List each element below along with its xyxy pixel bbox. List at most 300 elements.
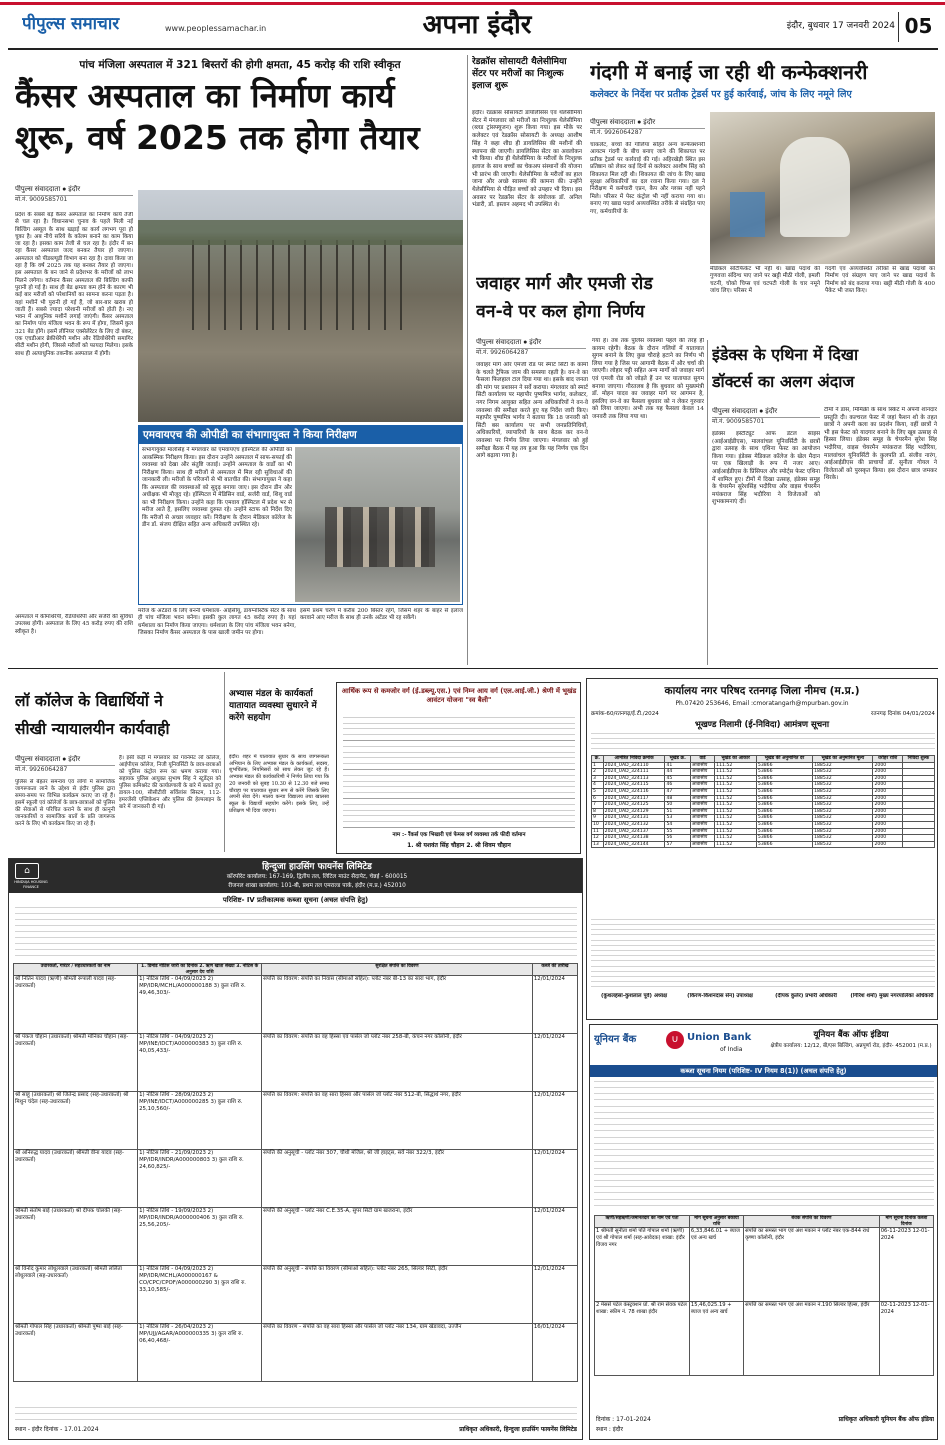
tender-table-cell: 2000 xyxy=(873,762,902,769)
tender-table-cell: 13 xyxy=(592,841,604,848)
tender-table-row xyxy=(592,769,935,776)
tender-contact: Ph.07420 253646, Email :cmoratangarh@mpurban.gov.in xyxy=(675,700,849,707)
tender-table-cell xyxy=(902,815,934,822)
hinduja-table-row xyxy=(14,1208,578,1266)
tender-table-cell: 111.52 xyxy=(715,828,757,835)
union-table-cell: 2 मेसर्स पटेल कंस्ट्रक्शन प्रो. श्री राम सेवक पटेल शाखा: स्कीम नं. 78 शाखा इंदौर xyxy=(595,1302,690,1376)
tender-table-cell: 188532 xyxy=(813,769,873,776)
lead-body-col1b: अस्पताल में कीमोथेरेपी, रेडियोथेरेपी और सर्जरी की सुविधा उपलब्ध होगी। अस्पताल के लिए 45 करोड़ रुपए की राशि स्वीकृत है। xyxy=(15,614,133,635)
hinduja-header-cell: कब्जे की तारीख xyxy=(532,964,577,976)
hinduja-table-cell: 12/01/2024 xyxy=(532,1034,577,1092)
tender-table-cell: 188532 xyxy=(813,775,873,782)
law-mobile: मो.नं. 9926064287 xyxy=(15,766,68,773)
union-header-cell: बंधक संपत्ति का विवरण xyxy=(744,1216,880,1228)
union-table-cell: 15,46,025.19 + ब्याज एवं अन्य खर्च xyxy=(689,1302,743,1376)
hinduja-table-cell: संपत्ति की अनुसूची - संपत्ति का विवरण (सीमाओं सहित): प्लॉट नंबर 265, सिल्वर सिटी, इंदौर xyxy=(262,1266,533,1324)
union-header-cell: ऋणी/सहऋणी/जमानतदार का नाम एवं पता xyxy=(595,1216,690,1228)
tender-ref: क्रमांक-60/रतनगढ़/ई.टी./2024 xyxy=(591,711,659,717)
tender-table-cell: 55 xyxy=(665,828,690,835)
index-mobile: मो.नं. 9009585701 xyxy=(712,418,765,425)
tender-table-row xyxy=(592,795,935,802)
tender-table-cell: आवासीय xyxy=(690,782,714,789)
hinduja-table-cell: 1) नोटिस तिथि - 04/09/2023 2) MP/IDR/MCHL/A000000188 3) कुल राशि रु. 49,46,303/- xyxy=(138,976,262,1034)
jawahar-col1: जवाहर मार्ग और एमजी रोड पर स्मार्ट सिटी के कामों के चलते ट्रैफिक जाम की समस्या रहती है। वन-वे का फैसला फिलहाल टाल दिया गया था। इसके बाद जनता की मांग पर प्रशासन ने सर्वे कराया। मंगलवार को स्मार्ट सिटी कार्यालय पर महापौर पुष्यमित्र भार्गव, कलेक्टर, नगर निगम आयुक्त सहित अन्य अधिकारियों ने वन-वे व्यवस्था की समीक्षा करते हुए यह निर्देश जारी किए। महापौर पुष्यमित्र भार्गव ने बताया कि 18 जनवरी को सिटी बस कार्यालय पर सभी जनप्रतिनिधियों, अधिकारियों, व्यापारियों के साथ बैठक कर वन-वे व्यवस्था पर निर्णय लिया जाएगा। मंगलवार को हुई समीक्षा बैठक में यह तय हुआ कि यह निर्णय एक दिन आगे बढ़ाया गया है। xyxy=(476,362,588,460)
tender-header-cell: धरोहर राशि xyxy=(873,756,902,763)
tender-table-row xyxy=(592,775,935,782)
union-table-cell: संपत्ति का समस्त भाग एवं अंश मकान नं प्लॉट नंबर एक-844 राधे कृष्णा कॉलोनी, इंदौर xyxy=(744,1228,880,1302)
union-english-name: Union Bank xyxy=(687,1032,752,1043)
confectionery-mobile: मो.नं. 9926064287 xyxy=(590,129,643,136)
union-office: यूनियन बैंक ऑफ इंडिया xyxy=(813,1030,889,1040)
lead-mobile: मो.नं. 9009585701 xyxy=(15,196,68,203)
tender-table-cell: आवासीय xyxy=(690,762,714,769)
tender-table-row xyxy=(592,802,935,809)
union-table-cell: 1 श्रीमती सुनीता शर्मा पति गोपाल शर्मा (ऋणी) एवं श्री गोपाल शर्मा (सह-आवेदक) शाखा: इंदौर विजय नगर xyxy=(595,1228,690,1302)
hinduja-table-cell: 1) नोटिस तिथि - 26/04/2023 2) MP/UJJ/AGAR/A000000335 3) कुल राशि रु. 06,40,468/- xyxy=(138,1324,262,1382)
tender-table-cell: 6 xyxy=(592,795,604,802)
tender-table-cell: 10 xyxy=(592,821,604,828)
tender-table-cell: 2024_UAD_324132 xyxy=(603,821,665,828)
jawahar-byline-block xyxy=(476,338,586,360)
union-footer-place: स्थान : इंदौर xyxy=(596,1426,623,1433)
tender-table-cell: आवासीय xyxy=(690,815,714,822)
jawahar-mobile: मो.नं. 9926064287 xyxy=(476,349,529,356)
tender-table-cell xyxy=(902,808,934,815)
hinduja-notice xyxy=(8,858,583,1440)
law-byline-block xyxy=(15,755,115,777)
tender-table-cell: 2024_UAD_324111 xyxy=(603,769,665,776)
tender-table-cell: 2000 xyxy=(873,808,902,815)
hinduja-table-cell: श्री विनोद कुमार लोधूलवाले (उधारकर्ता) श्रीमती ललिता लोधूलवाले (सह-उधारकर्ता) xyxy=(14,1266,138,1324)
union-table-cell: 6,33,846.01 + ब्याज एवं अन्य खर्च xyxy=(689,1228,743,1302)
hinduja-logo-text: HINDUJA HOUSING FINANCE xyxy=(14,880,48,889)
tender-table-cell: 188532 xyxy=(813,802,873,809)
tender-table-cell: 188532 xyxy=(813,788,873,795)
union-header xyxy=(590,1025,937,1063)
hinduja-table-cell: 12/01/2024 xyxy=(532,976,577,1034)
union-footer-date: दिनांक : 17-01-2024 xyxy=(596,1416,651,1423)
tender-header-cell: निविदा शुल्क xyxy=(902,756,934,763)
tender-table-cell: 8 xyxy=(592,808,604,815)
hinduja-table-cell: 12/01/2024 xyxy=(532,1092,577,1150)
redcross-text: इंदौर। रेडक्रॉस सोसायटी डायलिसिस एवं थैलेसीमिया सेंटर में मंगलवार को मरीजों का निःशुल्क थैलेसीमिया (ब्लड ट्रांसफ्यूजन) शुरू किया गया। इस मौके पर कलेक्टर एवं रेडक्रॉस सोसायटी के अध्यक्ष आशीष सिंह ने कहा शीघ्र ही डायलिसिस की मशीनों की स्थापना की जाएगी। डायलिसिस सेंटर का अवलोकन भी किया। शीघ्र ही थैलेसीमिया के मरीजों के निःशुल्क इलाज के साथ बच्चों का चेकअप संस्थानों की योजना भी प्रारंभ की जाएगी। थैलेसीमिया के मरीजों का हाल जाना और अच्छे स्वास्थ्य की कामना की। उन्होंने थैलेसीमिया से पीड़ित बच्चों को उपहार भी दिया। इस अवसर पर रेडक्रॉस सेंटर के संयोजक डॉ. अनिल भंडारी, डॉ. इस्तान अहमद भी उपस्थित थे। xyxy=(472,110,582,209)
tender-table-cell: 57 xyxy=(665,841,690,848)
tender-table-cell: 2024_UAD_324125 xyxy=(603,802,665,809)
confectionery-col3: गंदगी एवं अव्यवस्थित तरीकों से खाद्य पदार्थों का निर्माण एवं संग्रहण पाए जाने पर खाद्य पदार्थ के निर्माण को बंद कराया गया। खट्टी मीठी गोली के 400 पैकेट भी जब्त किए। xyxy=(825,266,935,295)
hinduja-logo-icon: ⌂ xyxy=(15,863,39,879)
index-byline-block xyxy=(712,407,820,429)
tender-table-cell xyxy=(902,835,934,842)
union-table-cell: संपत्ति का समस्त भाग एवं अंश मकान नं.190 सिल्वर हिल्स, इंदौर xyxy=(744,1302,880,1376)
tender-table-row xyxy=(592,815,935,822)
tender-table-cell: 53866 xyxy=(756,821,812,828)
hinduja-table-row xyxy=(14,1034,578,1092)
tender-table-cell: 2000 xyxy=(873,802,902,809)
tender-header-cell: भूखंड का आकार xyxy=(715,756,757,763)
masthead-top-rule xyxy=(0,2,945,5)
tender-table-cell: 2024_UAD_324138 xyxy=(603,835,665,842)
union-table-row xyxy=(595,1302,934,1376)
column-rule-2 xyxy=(707,340,708,665)
index-col2: टीमों ने डांस, मिमिक्री के साथ स्किट में अपनी शानदार प्रस्तुति दी। कल्चरल फेस्ट में जहां फैशन शो के तहत छात्रों ने अपनी कला का प्रदर्शन किया, वहीं छात्रों ने भी इस फेस्ट को यादगार बनाने के लिए खूब उत्साह से हिस्सा लिया। इंडेक्स समूह के चेयरमैन सुरेश सिंह भदौरिया, वाइस चेयरमैन मयंकराज सिंह भदौरिया, मालवांचल यूनिवर्सिटी के कुलपति डॉ. संजीव नारंग, आईआईडीएस की प्राचार्या डॉ. सुनीता गोयल ने विजेताओं को पुरस्कृत किया। इस दौरान छात्र जमकर थिरके। xyxy=(824,407,937,482)
hinduja-table xyxy=(13,963,578,1382)
union-table-cell: 06-11-2023 12-01-2024 xyxy=(879,1228,933,1302)
tender-table-cell xyxy=(902,821,934,828)
law-headline-line1: लॉ कॉलेज के विद्यार्थियों ने xyxy=(15,692,163,710)
hinduja-table-cell: संपत्ति का विवरण: संपत्ति का निवास (सीमाओं सहित): प्लॉट नंबर बी-13 का सारा भाग, इंदौर xyxy=(262,976,533,1034)
tender-table-cell: 53866 xyxy=(756,782,812,789)
masthead-website: www.peoplessamachar.in xyxy=(165,24,267,33)
photo-tree-line xyxy=(138,220,463,245)
hinduja-signature: प्राधिकृत अधिकारी, हिन्दुजा हाउसिंग फायनेंस लिमिटेड xyxy=(459,1426,577,1433)
masthead xyxy=(0,0,945,52)
tender-table-cell: 1 xyxy=(592,762,604,769)
tender-table-cell xyxy=(902,841,934,848)
tender-table-row xyxy=(592,828,935,835)
tender-notice xyxy=(586,678,938,1020)
section-title: अपना इंदौर xyxy=(422,10,532,40)
tender-table-cell xyxy=(902,802,934,809)
tender-table-cell: आवासीय xyxy=(690,828,714,835)
column-rule-3 xyxy=(224,672,225,852)
tender-table-cell: 45 xyxy=(665,775,690,782)
tender-table-cell: 111.52 xyxy=(715,835,757,842)
tender-table-cell: आवासीय xyxy=(690,769,714,776)
myh-headline: एमवायएच की ओपीडी का संभागायुक्त ने किया निरीक्षण xyxy=(139,426,462,444)
tender-header-cell: भूखंड क्र. xyxy=(665,756,690,763)
loan-ad-body-lines xyxy=(343,717,575,829)
union-hindi-name: यूनियन बैंक xyxy=(594,1034,637,1045)
tender-table-cell: 12 xyxy=(592,835,604,842)
tender-table-cell: 53866 xyxy=(756,769,812,776)
tender-table-cell: 2 xyxy=(592,769,604,776)
tender-table-cell xyxy=(902,769,934,776)
tender-table-cell: 2000 xyxy=(873,835,902,842)
tender-table-cell: 111.52 xyxy=(715,821,757,828)
tender-table-cell: 53866 xyxy=(756,788,812,795)
tender-table-row xyxy=(592,762,935,769)
lead-byline: पीपुल्स संवाददाता ● इंदौर xyxy=(15,185,133,196)
tender-signer: (कुशलहंसा-कुशलाल पूर्वे) अध्यक्ष xyxy=(601,993,667,999)
tender-signer: (गिरिश शर्मा) मुख्य नगरपालिका अधिकारी xyxy=(850,993,934,999)
tender-table-row xyxy=(592,808,935,815)
tender-table-cell xyxy=(902,762,934,769)
tender-table-cell: आवासीय xyxy=(690,841,714,848)
dateline: इंदौर, बुधवार 17 जनवरी 2024 xyxy=(786,21,895,31)
hinduja-table-row xyxy=(14,1324,578,1382)
tender-table-cell: 2000 xyxy=(873,769,902,776)
union-header-cell: मांग सूचना दिनांक कब्जा दिनांक xyxy=(879,1216,933,1228)
hinduja-notice-title: परिशिष्ट- IV प्रतीकात्मक कब्जा सूचना (अचल संपत्ति हेतु) xyxy=(222,896,369,904)
hinduja-table-cell: संपत्ति का विवरण - संपत्ति का वह सारा हिस्सा और पार्सल जो प्लॉट नंबर 134, ग्राम खेडावदा, उज्जैन xyxy=(262,1324,533,1382)
tender-table-cell: 188532 xyxy=(813,828,873,835)
tender-table-cell: 2000 xyxy=(873,775,902,782)
hinduja-intro-lines xyxy=(15,907,577,959)
tender-table-cell: 47 xyxy=(665,788,690,795)
tender-intro-lines xyxy=(591,733,935,753)
tender-table-cell: 53 xyxy=(665,815,690,822)
tender-table-cell: 2000 xyxy=(873,782,902,789)
tender-table-cell: 2000 xyxy=(873,821,902,828)
tender-table-cell: 2024_UAD_324137 xyxy=(603,828,665,835)
index-byline: पीपुल्स संवाददाता ● इंदौर xyxy=(712,407,820,418)
lead-headline-line2: शुरू, वर्ष 2025 तक होगा तैयार xyxy=(15,118,420,157)
tender-table-cell xyxy=(902,788,934,795)
hinduja-table-cell: श्रीमती गोपाल सिंह (उधारकर्ता) श्रीमती पुष्पा बाई (सह-उधारकर्ता) xyxy=(14,1324,138,1382)
jawahar-col2: गया है। तब तक पुलिस व्यवस्था पहले की तरह ही कायम रहेगी। बैठक के दौरान गलियों में यातायात सुगम बनाने के लिए कुछ चौराहे हटाने का निर्णय भी लिया गया है जिस पर आगामी बैठक में और चर्चा की जाएगी। लोहार पट्टी सहित अन्य मार्गों को जवाहर मार्ग एवं एमजी रोड को जोड़ते हैं उन पर यातायात सुगम बनाया जाएगा। गौरतलब है कि बुधवार को मुख्यमंत्री डॉ. मोहन यादव का जवाहर मार्ग पर आगमन है, इसलिए वन-वे का फैसला बुधवार को न लेकर गुरुवार को लिया जाएगा। अभी तक यह फैसला केवल 14 जनवरी तक लिया गया था। xyxy=(592,338,704,420)
middle-rule xyxy=(8,668,938,669)
page-number: 05 xyxy=(898,12,938,42)
lead-body-col1: प्रदेश के सबसे बड़े कैंसर अस्पताल का निर्माण कार्य तेजी से चल रहा है। विधानसभा चुनाव के पहले मिली नई बिल्डिंग अब्यूल के साथ खड़ाई का कार्य लगभग पूरा हो चुका है। अब नीचे सरिये के कॉलम बनाने का काम किया जा रहा है। इसका काम तेजी से चल रहा है। इंदौर में बन रहा कैंसर अस्पताल जल्द बनकर तैयार हो जाएगा। अस्पताल को पीडब्ल्यूडी विभाग बना रहा है। दावा किया जा रहा है कि वर्ष 2025 तक यह बनकर तैयार हो जाएगा। इस अस्पताल के बन जाने से प्रदेशभर के मरीजों को लाभ मिलने लगेगा। वर्तमान कैंसर अस्पताल की बिल्डिंग काफी पुरानी हो गई है। साथ ही बेड क्षमता कम होने के कारण भी कई बार मरीजों को परेशानियों का सामना करना पड़ता है। यहां मशीनें भी पुरानी हो गई हैं, जो बार-बार खराब हो जाती हैं। सबसे ज्यादा परेशानी मरीजों को होती है। नए भवन में आधुनिक मशीनें लगाई जाएंगी। कैंसर अस्पताल का निर्माण पांच मंजिला भवन के रूप में होगा, जिसमें कुल 321 बेड होंगे। इसमें लीनियर एक्सेलेरेटर के लिए दो बंकर, एक एचडीआर ब्रेकीथेरेपी मशीन और रेडियोथेरेपी समागिर सीटी मशीन होगी, जिससे मरीजों को फायदा मिलेगा। इसके साथ ही अत्याधुनिक तकनीक अस्पताल में होगी। xyxy=(15,212,133,357)
tender-table-cell: 188532 xyxy=(813,835,873,842)
tender-table-row xyxy=(592,835,935,842)
tender-table-cell: 111.52 xyxy=(715,802,757,809)
tender-table-cell: 4 xyxy=(592,782,604,789)
union-table-cell: 02-11-2023 12-01-2024 xyxy=(879,1302,933,1376)
union-logo-icon: ∪ xyxy=(666,1031,684,1049)
law-col1: पुलिस से बेहतर समन्वय एवं लोगों में सामाजिक जागरूकता लाने के उद्देश्य से इंदौर पुलिस द्वारा समय-समय पर विभिन्न कार्यक्रम कराए जा रहे हैं। इसमें स्कूली एवं कॉलेजों के छात्र-छात्राओं को पुलिस की सेवाओं से परिचित कराने के साथ ही कानूनी जानकारियों व सामाजिक बातों के प्रति जागरूक करने के लिए भी कार्यक्रम किए जा रहे हैं। xyxy=(15,779,115,827)
union-table-row xyxy=(595,1228,934,1302)
union-signature: प्राधिकृत अधिकारी यूनियन बैंक ऑफ इंडिया xyxy=(838,1416,934,1423)
tender-table-cell: 53866 xyxy=(756,762,812,769)
tender-table-row xyxy=(592,841,935,848)
tender-table-cell xyxy=(902,828,934,835)
union-table-wrap xyxy=(594,1215,934,1405)
hinduja-footer: स्थान - इंदौर दिनांक - 17.01.2024 xyxy=(15,1426,99,1433)
tender-table-cell: 111.52 xyxy=(715,788,757,795)
tender-table-cell: 188532 xyxy=(813,795,873,802)
hinduja-branch: रीजनल शाखा कार्यालय: 101-बी, प्रथम तल एमराल्ड पार्क, इंदौर (म.प्र.) 452010 xyxy=(228,883,406,889)
hinduja-header-cell: 1. डिमांड नोटिस जारी का दिनांक 2. ऋण खाता संख्या 3. नोटिस के अनुसार देय राशि xyxy=(138,964,262,976)
tender-table-cell: आवासीय xyxy=(690,795,714,802)
jawahar-headline-line2: वन-वे पर कल होगा निर्णय xyxy=(476,302,645,322)
tender-table-cell: 51 xyxy=(665,808,690,815)
hinduja-header xyxy=(9,859,582,893)
tender-table-cell: 111.52 xyxy=(715,769,757,776)
tender-table-cell: आवासीय xyxy=(690,788,714,795)
tender-table-cell: 53866 xyxy=(756,835,812,842)
tender-table-cell: 188532 xyxy=(813,815,873,822)
tender-table-cell: 188532 xyxy=(813,762,873,769)
confectionery-byline-block xyxy=(590,118,705,140)
law-headline-line2: सीखी न्यायालयीन कार्यवाही xyxy=(15,720,170,738)
confectionery-byline: पीपुल्स संवाददाता ● इंदौर xyxy=(590,118,705,129)
tender-table-row xyxy=(592,821,935,828)
tender-table-cell: 53866 xyxy=(756,795,812,802)
tender-title: भूखण्ड निलामी (ई-निविदा) आमंत्रण सूचना xyxy=(694,720,830,730)
hinduja-table-row xyxy=(14,1092,578,1150)
union-header-cell: मांग सूचना अनुसार बकाया राशि xyxy=(689,1216,743,1228)
tender-table xyxy=(591,755,935,848)
hinduja-table-cell: 16/01/2024 xyxy=(532,1324,577,1382)
confectionery-col1: चाकलेट, बच्चों की गोलियां सहित अन्य कन्फेक्शनरी आयटम गंदगी के बीच बनाए जाने की शिकायत पर प्रतीक ट्रेडर्स पर कार्रवाई की गई। अहिरखेड़ी स्थित इस प्रतिष्ठान को लेकर कई दिनों से कलेक्टर आशीष सिंह को शिकायत मिल रही थी। शिकायत की जांच के लिए खाद्य सुरक्षा अधिकारियों का दल रवाना किया गया। दल ने निरीक्षण में कर्मचारी एप्रन, कैप और ग्लव्स नहीं पहने मिले। परिसर में पेस्ट कंट्रोल भी नहीं कराया गया था। बनाए गए खाद्य पदार्थ अव्यवस्थित तरीके से संग्रहित पाए गए, कर्मचारियों के xyxy=(590,142,705,215)
tender-table-cell: आवासीय xyxy=(690,802,714,809)
tender-table-cell: 188532 xyxy=(813,808,873,815)
tender-table-cell: 53866 xyxy=(756,775,812,782)
tender-signer: (किरण-किशनदास सेन) उपाध्यक्ष xyxy=(687,993,753,999)
tender-table-cell: 111.52 xyxy=(715,841,757,848)
tender-header-cell: आमंत्रित निविदा क्रमांक xyxy=(603,756,665,763)
tender-table-cell: आवासीय xyxy=(690,808,714,815)
confectionery-subhead: कलेक्टर के निर्देश पर प्रतीक ट्रेडर्स पर हुई कार्रवाई, जांच के लिए नमूने लिए xyxy=(590,89,852,100)
tender-table-cell: 2024_UAD_324116 xyxy=(603,788,665,795)
hinduja-table-cell: 1) नोटिस तिथि - 04/09/2023 2) MP/IDR/MCHL/A000000167 & CO/CPC/CPOF/A000000290 3) कुल राशि रु. 33,10,585/- xyxy=(138,1266,262,1324)
tender-table-cell: 2000 xyxy=(873,828,902,835)
hinduja-header-cell: उधारकर्ता, गारंटर / सहउधारकर्ता का नाम xyxy=(14,964,138,976)
hinduja-table-cell: 1) नोटिस तिथि - 28/09/2023 2) MP/INE/IDCT/A000000285 3) कुल राशि रु. 25,10,560/- xyxy=(138,1092,262,1150)
hinduja-table-wrap xyxy=(13,963,578,1403)
masthead-bottom-rule xyxy=(8,48,938,50)
tender-table-cell: 41 xyxy=(665,762,690,769)
index-col1: इंडेक्स इंस्टीट्यूट ऑफ डेंटल साइंस (आईआईडीएस), मालवांचल यूनिवर्सिटी के छात्रों द्वारा उत्साह के साथ एथिना फेस्ट का आयोजन किया गया। इंडेक्स मेडिकल कॉलेज के खेल मैदान पर एक खिलाड़ी के रूप में नजर आए। आईआईडीएस के प्रिंसिपल और स्पोर्ट्स फेस्ट एथिना में शामिल हुए। टीमों में दिखा उत्साह, इंडेक्स समूह के चेयरमैन सुरेशसिंह भदौरिया और वाइस चेयरमैन मयंकराज सिंह भदौरिया ने विजेताओं को शुभकामनाएं दीं। xyxy=(712,431,820,506)
hinduja-table-row xyxy=(14,976,578,1034)
tender-header-cell: वार्ड xyxy=(690,756,714,763)
hinduja-table-row xyxy=(14,1266,578,1324)
photo-sample-jar xyxy=(730,192,765,237)
loan-ad-title: आर्थिक रूप से कमजोर वर्ग (ई.डब्ल्यू.एस.) एवं निम्न आय वर्ग (एल.आई.जी.) श्रेणी में भूखंड आवंटन योजना "स्व बैली" xyxy=(341,687,577,704)
tender-table-cell: 56 xyxy=(665,835,690,842)
tender-signers xyxy=(591,993,935,1017)
tender-table-cell: 46 xyxy=(665,782,690,789)
lead-body-col2b: मरीज के अटेंडरों के लिए बननी धर्मशाला- आईसीयू, डायग्नोस्टिक सेंटर के साथ ही पांच मंजिला भवन बनेगा। इसकी कुल लागत 45 करोड़ रुपए है। यहां धर्मशाला का निर्माण किया जाएगा। धर्मशाला के लिए पांच मंजिला भवन बनेगा, जिसका निर्माण कैंसर अस्पताल के पास खाली जमीन पर होगा। xyxy=(138,608,296,636)
lead-byline-block xyxy=(15,185,133,209)
tender-header-cell: क्र. xyxy=(592,756,604,763)
myh-photo-inspection xyxy=(295,447,460,602)
union-address: क्षेत्रीय कार्यालय: 12/12, बी/एस बिल्डिंग, अन्नपूर्णा रोड, इंदौर- 452001 (म.प्र.) xyxy=(770,1043,932,1049)
lead-kicker: पांच मंजिला अस्पताल में 321 बिस्तरों की होगी क्षमता, 45 करोड़ की राशि स्वीकृत xyxy=(79,59,401,71)
union-table xyxy=(594,1215,934,1376)
tender-table-cell: आवासीय xyxy=(690,821,714,828)
tender-table-cell: आवासीय xyxy=(690,835,714,842)
hinduja-table-cell: श्री नितिन यादव (ऋणी) श्रीमती रूपाली यादव (सह-उधारकर्ता) xyxy=(14,976,138,1034)
tender-table-cell: 111.52 xyxy=(715,815,757,822)
traffic-text: इंदौर। शहर में यातायात सुधार के साथ जागरूकता अभियान के लिए अभ्यास मंडल के कार्यकर्ता, सदस्य, शुभचिंतक, नियमिसरों को साथ लेकर जुट रहे हैं। अभ्यास मंडल की कार्यकारिणी ने निर्णय लिया गया कि 20 जनवरी को सुबह 10.30 से 12.30 बजे समग्र चौराहा पर यातायात सुधार रूप से करेंगे जिसके लिए अपनी सेवा देंगे। मालव कन्या विद्यालय तथा खालसा स्कूल के विद्यार्थी सहयोग करेंगे। इसके लिए, उन्हें प्रशिक्षण भी दिया जाएगा। xyxy=(229,754,329,814)
hinduja-table-cell: संपत्ति का विवरण: संपत्ति का वह हिस्सा एवं पार्सल जो प्लॉट नंबर 258-बी, कंचन नगर कॉलोनी, इंदौर xyxy=(262,1034,533,1092)
loan-ad xyxy=(336,682,581,854)
masthead-logo: पीपुल्स समाचार xyxy=(22,14,120,34)
lead-photo-construction-site xyxy=(138,190,463,422)
hinduja-table-cell: संपत्ति की अनुसूची - प्लॉट नंबर 307, चौथी मंजिल, श्री जी हाइट्स, सर्वे नंबर 322/3, इंदौर xyxy=(262,1150,533,1208)
tender-table-cell: 2024_UAD_324115 xyxy=(603,782,665,789)
tender-header-cell: भूखंड की अनुमानित दर xyxy=(756,756,812,763)
tender-table-cell: 11 xyxy=(592,828,604,835)
hinduja-company: हिन्दुजा हाउसिंग फायनेंस लिमिटेड xyxy=(262,862,372,872)
traffic-headline: अभ्यास मंडल के कार्यकर्ता यातायात व्यवस्था सुधारने में करेंगे सहयोग xyxy=(229,689,317,723)
tender-table-cell xyxy=(902,782,934,789)
tender-table-cell: 7 xyxy=(592,802,604,809)
law-byline: पीपुल्स संवाददाता ● इंदौर xyxy=(15,755,115,766)
tender-table-cell: 50 xyxy=(665,802,690,809)
tender-signer: (दीपक कुलेर) प्रभारी अधिकारी xyxy=(775,993,837,999)
hinduja-table-row xyxy=(14,1150,578,1208)
hinduja-table-cell: श्रीमती संतोष बाई (उधारकर्ता) श्री दीपक चोलकी (सह-उधारकर्ता) xyxy=(14,1208,138,1266)
tender-table-cell: 111.52 xyxy=(715,782,757,789)
tender-table-cell: 53866 xyxy=(756,828,812,835)
lead-headline-line1: कैंसर अस्पताल का निर्माण कार्य xyxy=(15,76,395,115)
tender-table-cell: 2024_UAD_324110 xyxy=(603,762,665,769)
index-headline-line2: डॉक्टर्स का अलग अंदाज xyxy=(712,372,855,391)
hinduja-table-cell: 12/01/2024 xyxy=(532,1208,577,1266)
tender-table-cell: 188532 xyxy=(813,841,873,848)
index-headline-line1: इंडेक्स के एथिना में दिखा xyxy=(712,345,859,364)
tender-table-cell: 111.52 xyxy=(715,775,757,782)
hinduja-table-cell: 12/01/2024 xyxy=(532,1150,577,1208)
tender-table-cell xyxy=(902,795,934,802)
tender-table-cell: 2000 xyxy=(873,788,902,795)
hinduja-table-cell: श्री साहू (उधारकर्ता) श्री जितेन्द्र प्रसाद (सह-उधारकर्ता) श्री मिथुन चंदेल (सह-उधारकर्ता) xyxy=(14,1092,138,1150)
hinduja-table-cell: संपत्ति का विवरण: संपत्ति का वह सारा हिस्सा और पार्सल जो प्लॉट नंबर 512-बी, सिद्धार्थ नगर, इंदौर xyxy=(262,1092,533,1150)
tender-date: रतनगढ़ दिनांक 04/01/2024 xyxy=(871,711,935,717)
jawahar-headline-line1: जवाहर मार्ग और एमजी रोड xyxy=(476,274,653,294)
tender-table-cell: 111.52 xyxy=(715,762,757,769)
tender-table-cell: 2024_UAD_324117 xyxy=(603,795,665,802)
tender-table-cell: 2000 xyxy=(873,841,902,848)
hinduja-table-cell: 1) नोटिस तिथि - 21/09/2023 2) MP/IDR/INDR/A000000803 3) कुल राशि रु. 24,60,825/- xyxy=(138,1150,262,1208)
photo-worker xyxy=(780,137,850,237)
law-col2: है। इसी कड़ी में मंगलवार को गवर्नमेंट लॉ कॉलेज, आईपीएस कॉलेज, निजी यूनिवर्सिटी के छात्र-छात्राओं को पुलिस कंट्रोल रूम का भ्रमण कराया गया। सहायक पुलिस आयुक्त सुभाष सिंह ने स्टूडेंट्स को पुलिस कमिश्नरेट की कार्यप्रणाली के बारे में बताते हुए डायल-100, सीसीटीवी सर्विलांस सिस्टम, 112-इमरजेंसी एप्लिकेशन और पुलिस की हेल्पलाइन के बारे में जानकारी दी गई। xyxy=(119,755,221,810)
tender-table-cell: 111.52 xyxy=(715,808,757,815)
tender-table-cell: 48 xyxy=(665,795,690,802)
tender-table-cell: 2024_UAD_324131 xyxy=(603,815,665,822)
confectionery-col2: मेडिकल सर्टिफिकेट भी नहीं थे। खाद्य पदार्थ की गुणवत्ता संदिग्ध पाए जाने पर खट्टी मीठी गोली, इमली चटनी, चोको चिप्स एवं चटपटी गोली के चार नमूने जांच लिए। परिसर में xyxy=(710,266,820,295)
hinduja-footer-lines xyxy=(15,1407,577,1421)
tender-table-cell: 54 xyxy=(665,821,690,828)
tender-table-wrap xyxy=(591,755,935,915)
redcross-headline: रेडक्रॉस सोसायटी थैलेसीमिया सेंटर पर मरीजों का निःशुल्क इलाज शुरू xyxy=(472,57,567,91)
loan-ad-footer: नाम :- रैंकर्स एक भिखारी एवं फेमस वर्ग व्यवस्था तर्क फीदी वर्तमान xyxy=(392,832,526,838)
confectionery-headline: गंदगी में बनाई जा रही थी कन्फेक्शनरी xyxy=(590,60,868,84)
tender-table-cell: 2000 xyxy=(873,795,902,802)
hinduja-table-cell: 1) नोटिस तिथि - 19/09/2023 2) MP/IDR/INDR/A000000406 3) कुल राशि रु. 25,56,205/- xyxy=(138,1208,262,1266)
tender-table-row xyxy=(592,788,935,795)
tender-table-cell: 188532 xyxy=(813,782,873,789)
myh-text: संभागायुक्त मालसिंह ने मंगलवार को एमवायएच हॉस्पिटल की ओपीडी का आकस्मिक निरीक्षण किया। इस दौरान उन्होंने अस्पताल में साफ-सफाई की व्यवस्था को देखा और संतुष्टि जताई। उन्होंने अस्पताल के वार्डों का भी निरीक्षण किया। साथ ही मरीजों से अस्पताल में मिल रही सुविधाओं की जानकारी ली। मरीजों के परिजनों से भी बातचीत की। संभागायुक्त ने कहा कि अस्पताल की व्यवस्थाओं को सुदृढ़ बनाया जाए। इस दौरान डीन और अधीक्षक भी मौजूद रहे। हॉस्पिटल में मेडिसिन वार्ड, सर्जरी वार्ड, शिशु वार्ड का भी निरीक्षण किया। उन्होंने कहा कि एमवाय हॉस्पिटल में प्रदेश भर से मरीज आते हैं, इसलिए व्यवस्था दुरुस्त रहे। उन्होंने स्टाफ को निर्देश दिए कि मरीजों से अच्छा व्यवहार करें। निरीक्षण के दौरान मेडिकल कॉलेज के डीन डॉ. संजय दीक्षित सहित अन्य अधिकारी उपस्थित रहे। xyxy=(142,447,292,528)
tender-table-cell: 53866 xyxy=(756,815,812,822)
hinduja-table-cell: 1) नोटिस तिथि - 04/09/2023 2) MP/INE/IDCT/A000000383 3) कुल राशि रु. 40,05,433/- xyxy=(138,1034,262,1092)
hinduja-header-cell: सुरक्षित संपत्ति का विवरण xyxy=(262,964,533,976)
tender-table-cell: 53866 xyxy=(756,802,812,809)
tender-terms-lines xyxy=(591,919,935,989)
hinduja-address: कॉरपोरेट कार्यालय: 167-169, द्वितीय तल, लिटिल माउंट सैदापेट, चेन्नई - 600015 xyxy=(226,874,408,880)
jawahar-byline: पीपुल्स संवाददाता ● इंदौर xyxy=(476,338,586,349)
myh-box xyxy=(138,425,463,605)
tender-table-cell: 44 xyxy=(665,769,690,776)
hinduja-table-cell: श्री पंकज चौहान (उधारकर्ता) श्रीमती मोनिका चौहान (सह-उधारकर्ता) xyxy=(14,1034,138,1092)
confectionery-photo xyxy=(710,112,935,264)
tender-table-cell: 2024_UAD_324144 xyxy=(603,841,665,848)
tender-table-cell: 2000 xyxy=(873,815,902,822)
column-rule-1 xyxy=(467,55,468,665)
loan-ad-signatories: 1. श्री यशवंत सिंह चौहान 2. श्री शिवम चौहान xyxy=(407,842,511,849)
tender-table-cell: 3 xyxy=(592,775,604,782)
hinduja-table-cell: श्री अनिरुद्ध यादव (उधारकर्ता) श्रीमती वीना यादव (सह-उधारकर्ता) xyxy=(14,1150,138,1208)
tender-table-cell: 5 xyxy=(592,788,604,795)
tender-table-cell: 2024_UAD_324113 xyxy=(603,775,665,782)
tender-table-cell: आवासीय xyxy=(690,775,714,782)
union-suffix: of India xyxy=(720,1046,743,1053)
lead-body-col3b: इसमें प्रथम चरण में करीब 200 बिस्तर रहेंगे, जिसमें शहर के बाहर से इलाज करवाने आए मरीज के साथ ही उनके अटेंडर भी रह सकेंगे। xyxy=(300,608,463,622)
tender-table-cell: 2024_UAD_324129 xyxy=(603,808,665,815)
hinduja-table-cell: संपत्ति की अनुसूची - प्लॉट नंबर C.E.35-A, सुपर सिटी ग्राम खजराना, इंदौर xyxy=(262,1208,533,1266)
hinduja-table-cell: 12/01/2024 xyxy=(532,1266,577,1324)
tender-table-cell: 111.52 xyxy=(715,795,757,802)
tender-table-cell: 53866 xyxy=(756,808,812,815)
photo-rebar-columns xyxy=(178,240,408,330)
tender-table-cell: 188532 xyxy=(813,821,873,828)
tender-table-row xyxy=(592,782,935,789)
tender-table-cell: 9 xyxy=(592,815,604,822)
tender-header-cell: भूखंड का अनुमानित मूल्य xyxy=(813,756,873,763)
